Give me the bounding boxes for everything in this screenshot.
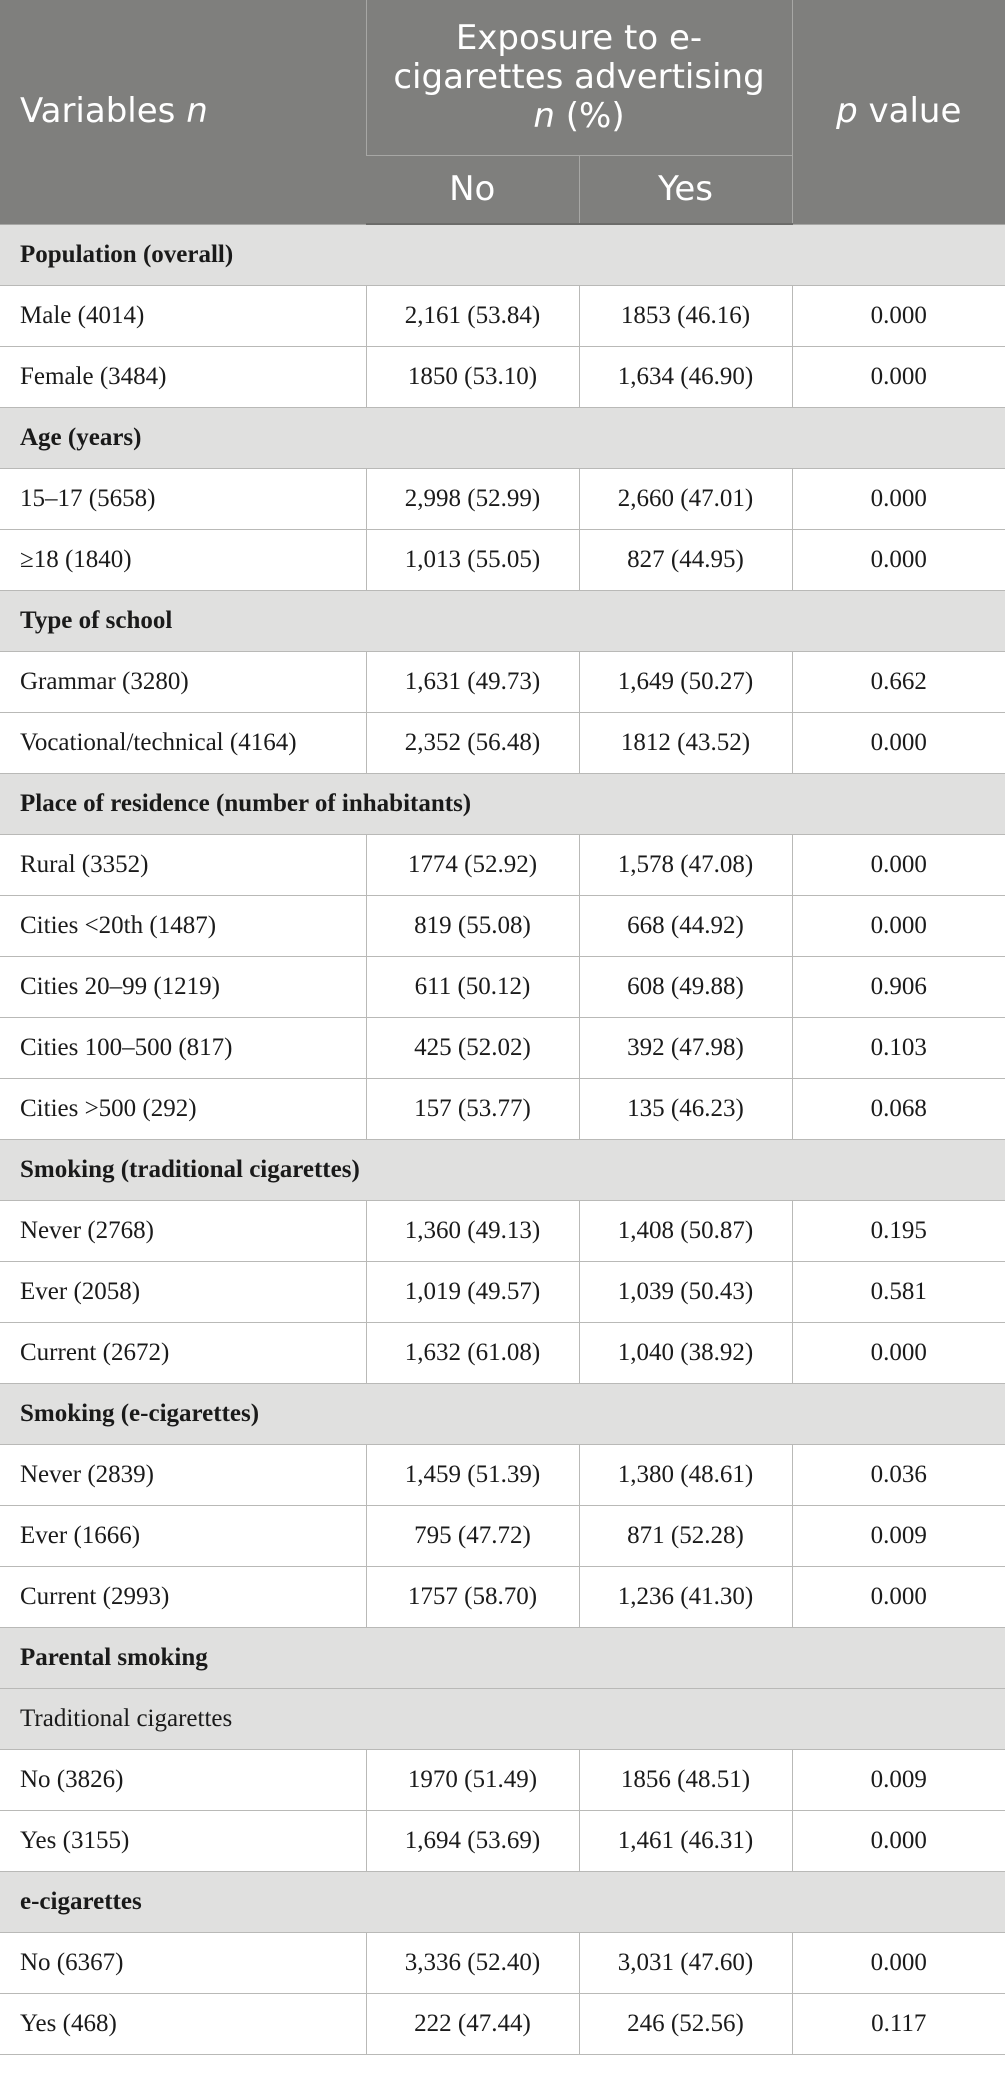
yes-exposure-cell: 827 (44.95) bbox=[579, 530, 792, 591]
table-row bbox=[0, 469, 1005, 530]
table-row bbox=[0, 652, 1005, 713]
p-value-cell: 0.662 bbox=[792, 652, 1005, 713]
p-value-cell: 0.103 bbox=[792, 1018, 1005, 1079]
no-exposure-cell: 1850 (53.10) bbox=[366, 347, 579, 408]
no-column-header: No bbox=[366, 156, 579, 225]
no-exposure-cell: 611 (50.12) bbox=[366, 957, 579, 1018]
table-row bbox=[0, 286, 1005, 347]
table-row bbox=[0, 1994, 1005, 2055]
section-label: Age (years) bbox=[0, 408, 1005, 469]
no-exposure-cell: 1,013 (55.05) bbox=[366, 530, 579, 591]
table-row bbox=[0, 1201, 1005, 1262]
p-value-cell: 0.000 bbox=[792, 1567, 1005, 1628]
table-row bbox=[0, 1445, 1005, 1506]
yes-exposure-cell: 1,649 (50.27) bbox=[579, 652, 792, 713]
no-exposure-cell: 1,631 (49.73) bbox=[366, 652, 579, 713]
section-label: Parental smoking bbox=[0, 1628, 1005, 1689]
row-label: Grammar (3280) bbox=[0, 652, 366, 713]
row-label: No (6367) bbox=[0, 1933, 366, 1994]
yes-exposure-cell: 3,031 (47.60) bbox=[579, 1933, 792, 1994]
exposure-column-header bbox=[366, 0, 792, 156]
no-exposure-cell: 1970 (51.49) bbox=[366, 1750, 579, 1811]
section-label: Population (overall) bbox=[0, 224, 1005, 286]
yes-exposure-cell: 135 (46.23) bbox=[579, 1079, 792, 1140]
exposure-label: Exposure to e-cigarettes advertising bbox=[393, 18, 765, 97]
p-italic: p bbox=[836, 91, 858, 132]
yes-exposure-cell: 1,039 (50.43) bbox=[579, 1262, 792, 1323]
table-row bbox=[0, 1811, 1005, 1872]
exposure-percent-label: (%) bbox=[554, 96, 625, 136]
no-exposure-cell: 2,161 (53.84) bbox=[366, 286, 579, 347]
yes-exposure-cell: 2,660 (47.01) bbox=[579, 469, 792, 530]
row-label: Cities 100–500 (817) bbox=[0, 1018, 366, 1079]
exposure-n-italic: n bbox=[533, 96, 555, 136]
section-header-row bbox=[0, 591, 1005, 652]
row-label: Yes (3155) bbox=[0, 1811, 366, 1872]
table-row bbox=[0, 530, 1005, 591]
p-value-cell: 0.581 bbox=[792, 1262, 1005, 1323]
p-value-cell: 0.000 bbox=[792, 530, 1005, 591]
yes-exposure-cell: 1,634 (46.90) bbox=[579, 347, 792, 408]
p-value-cell: 0.036 bbox=[792, 1445, 1005, 1506]
p-value-cell: 0.000 bbox=[792, 896, 1005, 957]
p-value-label: value bbox=[857, 91, 962, 132]
row-label: Never (2768) bbox=[0, 1201, 366, 1262]
p-value-cell: 0.117 bbox=[792, 1994, 1005, 2055]
row-label: Cities >500 (292) bbox=[0, 1079, 366, 1140]
yes-exposure-cell: 392 (47.98) bbox=[579, 1018, 792, 1079]
yes-exposure-cell: 668 (44.92) bbox=[579, 896, 792, 957]
yes-exposure-cell: 871 (52.28) bbox=[579, 1506, 792, 1567]
row-label: Female (3484) bbox=[0, 347, 366, 408]
no-exposure-cell: 425 (52.02) bbox=[366, 1018, 579, 1079]
section-header-row bbox=[0, 408, 1005, 469]
p-value-cell: 0.000 bbox=[792, 286, 1005, 347]
p-value-cell: 0.000 bbox=[792, 469, 1005, 530]
section-label: e-cigarettes bbox=[0, 1872, 1005, 1933]
yes-exposure-cell: 1,408 (50.87) bbox=[579, 1201, 792, 1262]
yes-exposure-cell: 1,040 (38.92) bbox=[579, 1323, 792, 1384]
table-row bbox=[0, 1018, 1005, 1079]
row-label: Cities <20th (1487) bbox=[0, 896, 366, 957]
section-label: Smoking (traditional cigarettes) bbox=[0, 1140, 1005, 1201]
no-exposure-cell: 1,459 (51.39) bbox=[366, 1445, 579, 1506]
row-label: ≥18 (1840) bbox=[0, 530, 366, 591]
table-row bbox=[0, 957, 1005, 1018]
yes-column-header: Yes bbox=[579, 156, 792, 225]
no-exposure-cell: 1757 (58.70) bbox=[366, 1567, 579, 1628]
no-exposure-cell: 3,336 (52.40) bbox=[366, 1933, 579, 1994]
variables-label: Variables bbox=[20, 91, 187, 132]
table-row bbox=[0, 347, 1005, 408]
no-exposure-cell: 2,998 (52.99) bbox=[366, 469, 579, 530]
yes-exposure-cell: 1,236 (41.30) bbox=[579, 1567, 792, 1628]
yes-exposure-cell: 1,461 (46.31) bbox=[579, 1811, 792, 1872]
table-row bbox=[0, 896, 1005, 957]
yes-exposure-cell: 1,578 (47.08) bbox=[579, 835, 792, 896]
variables-column-header bbox=[0, 0, 366, 224]
table-row bbox=[0, 1750, 1005, 1811]
p-value-cell: 0.195 bbox=[792, 1201, 1005, 1262]
yes-exposure-cell: 1812 (43.52) bbox=[579, 713, 792, 774]
row-label: Ever (1666) bbox=[0, 1506, 366, 1567]
no-exposure-cell: 1774 (52.92) bbox=[366, 835, 579, 896]
row-label: Yes (468) bbox=[0, 1994, 366, 2055]
no-exposure-cell: 819 (55.08) bbox=[366, 896, 579, 957]
table-row bbox=[0, 1079, 1005, 1140]
p-value-cell: 0.000 bbox=[792, 1323, 1005, 1384]
p-value-cell: 0.000 bbox=[792, 835, 1005, 896]
no-exposure-cell: 2,352 (56.48) bbox=[366, 713, 579, 774]
yes-exposure-cell: 1853 (46.16) bbox=[579, 286, 792, 347]
section-label: Place of residence (number of inhabitants) bbox=[0, 774, 1005, 835]
no-exposure-cell: 1,019 (49.57) bbox=[366, 1262, 579, 1323]
table-row bbox=[0, 1567, 1005, 1628]
section-header-row bbox=[0, 774, 1005, 835]
yes-exposure-cell: 1,380 (48.61) bbox=[579, 1445, 792, 1506]
row-label: Cities 20–99 (1219) bbox=[0, 957, 366, 1018]
table-row bbox=[0, 1262, 1005, 1323]
no-exposure-cell: 157 (53.77) bbox=[366, 1079, 579, 1140]
row-label: Male (4014) bbox=[0, 286, 366, 347]
no-exposure-cell: 1,632 (61.08) bbox=[366, 1323, 579, 1384]
no-exposure-cell: 1,360 (49.13) bbox=[366, 1201, 579, 1262]
section-label: Type of school bbox=[0, 591, 1005, 652]
p-value-cell: 0.068 bbox=[792, 1079, 1005, 1140]
p-value-cell: 0.009 bbox=[792, 1506, 1005, 1567]
row-label: Never (2839) bbox=[0, 1445, 366, 1506]
section-header-row bbox=[0, 1628, 1005, 1689]
section-label: Smoking (e-cigarettes) bbox=[0, 1384, 1005, 1445]
row-label: No (3826) bbox=[0, 1750, 366, 1811]
section-header-row bbox=[0, 1872, 1005, 1933]
yes-exposure-cell: 1856 (48.51) bbox=[579, 1750, 792, 1811]
yes-exposure-cell: 246 (52.56) bbox=[579, 1994, 792, 2055]
row-label: Vocational/technical (4164) bbox=[0, 713, 366, 774]
table-row bbox=[0, 835, 1005, 896]
table-row bbox=[0, 1323, 1005, 1384]
table-row bbox=[0, 1933, 1005, 1994]
table-row bbox=[0, 1506, 1005, 1567]
row-label: 15–17 (5658) bbox=[0, 469, 366, 530]
row-label: Rural (3352) bbox=[0, 835, 366, 896]
variables-n-italic: n bbox=[186, 91, 208, 132]
p-value-column-header bbox=[792, 0, 1005, 224]
table-row bbox=[0, 713, 1005, 774]
p-value-cell: 0.009 bbox=[792, 1750, 1005, 1811]
p-value-cell: 0.000 bbox=[792, 347, 1005, 408]
subsection-header-row bbox=[0, 1689, 1005, 1750]
no-exposure-cell: 1,694 (53.69) bbox=[366, 1811, 579, 1872]
p-value-cell: 0.000 bbox=[792, 713, 1005, 774]
row-label: Ever (2058) bbox=[0, 1262, 366, 1323]
row-label: Current (2672) bbox=[0, 1323, 366, 1384]
p-value-cell: 0.000 bbox=[792, 1933, 1005, 1994]
row-label: Current (2993) bbox=[0, 1567, 366, 1628]
section-header-row bbox=[0, 224, 1005, 286]
no-exposure-cell: 795 (47.72) bbox=[366, 1506, 579, 1567]
p-value-cell: 0.906 bbox=[792, 957, 1005, 1018]
yes-exposure-cell: 608 (49.88) bbox=[579, 957, 792, 1018]
no-exposure-cell: 222 (47.44) bbox=[366, 1994, 579, 2055]
section-header-row bbox=[0, 1140, 1005, 1201]
subsection-label: Traditional cigarettes bbox=[0, 1689, 1005, 1750]
table-body bbox=[0, 224, 1005, 2055]
section-header-row bbox=[0, 1384, 1005, 1445]
table-header bbox=[0, 0, 1005, 224]
p-value-cell: 0.000 bbox=[792, 1811, 1005, 1872]
